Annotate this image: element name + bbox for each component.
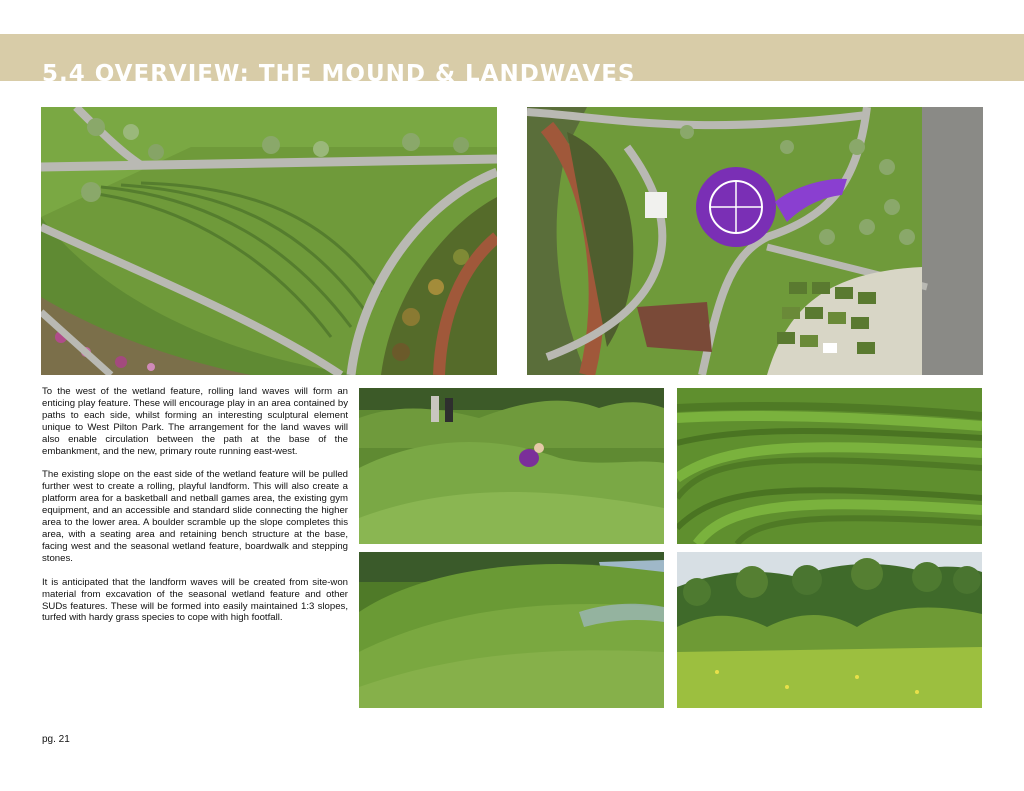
body-text <box>42 386 348 636</box>
paragraph-3: It is anticipated that the landform waves will be created from site-won material from excavation of the seasonal wetland feature and other SUDs features. These will be formed into easily maintained 1:3 slopes, turfed with hardy grass species to cope with high footfall. <box>42 576 348 624</box>
page-number: pg. 21 <box>42 734 70 745</box>
plan-mound-image <box>527 107 983 375</box>
photo-grass-mound <box>359 552 664 708</box>
plan-landwaves-image <box>41 107 497 375</box>
photo-curved-landwaves <box>677 388 982 544</box>
paragraph-1: To the west of the wetland feature, rolling land waves will form an enticing play feature. These will encourage play in an area contained by paths to each side, whilst forming an interesting sculptural element unique to West Pilton Park. The arrangement for the land waves will also enable circulation between the path at the base of the embankment, and the new, primary route running east-west. <box>42 386 348 457</box>
photo-child-on-mounds <box>359 388 664 544</box>
page-title: 5.4 OVERVIEW: THE MOUND & LANDWAVES <box>42 61 636 87</box>
paragraph-2: The existing slope on the east side of the wetland feature will be pulled further west to create a rolling, playful landform. This will also create a platform area for a basketball and netball games area, the existing gym equipment, and an accessible and standard slide connecting the higher area to the lower area. A boulder scramble up the slope completes this area, with a seating area and retaining bench structure at the base, facing west and the seasonal wetland feature, boardwalk and stepping stones. <box>42 469 348 564</box>
photo-meadow-mounds <box>677 552 982 708</box>
